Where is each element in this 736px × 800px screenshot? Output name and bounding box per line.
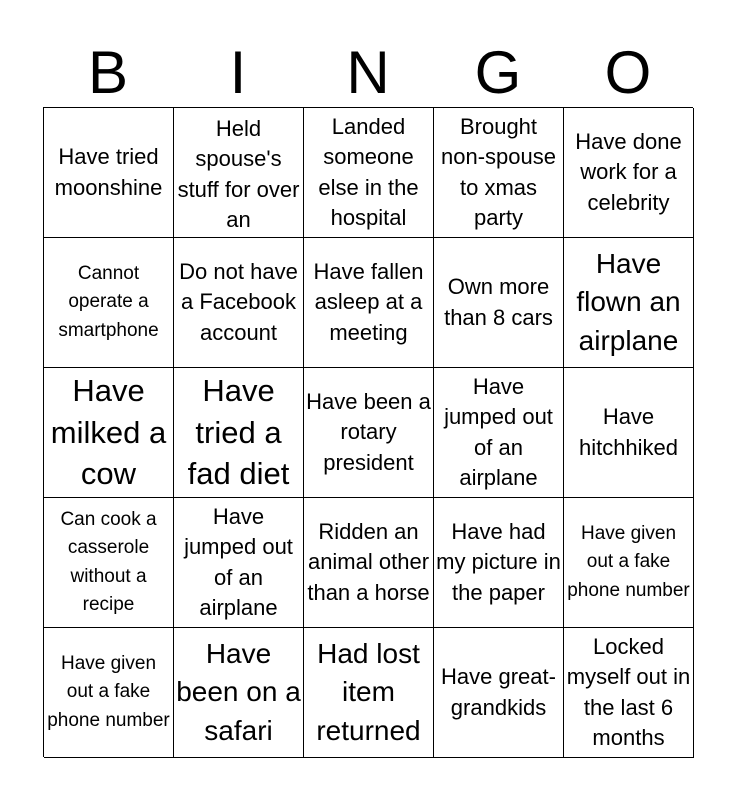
cell-text: Landed someone else in the hospital [318,113,419,230]
bingo-cell[interactable] [174,108,304,238]
cell-text: Locked myself out in the last 6 months [566,633,691,750]
cell-text: Brought non-spouse to xmas party [441,113,556,230]
cell-text: Have tried a fad diet [187,372,290,492]
cell-text: Have done work for a celebrity [575,128,682,215]
cell-text: Held spouse's stuff for over an [177,116,300,233]
bingo-cell[interactable] [564,108,694,238]
bingo-cell[interactable] [434,498,564,628]
cell-text: Have great-grandkids [441,664,556,720]
cell-text: Have milked a cow [50,372,167,492]
bingo-cell[interactable] [434,238,564,368]
bingo-cell[interactable] [44,628,174,758]
bingo-cell[interactable] [304,368,434,498]
bingo-cell[interactable] [44,368,174,498]
cell-text: Have jumped out of an airplane [444,373,553,490]
header-letter-o: O [604,39,652,106]
bingo-cell[interactable] [174,498,304,628]
bingo-cell[interactable] [174,368,304,498]
bingo-cell[interactable] [434,628,564,758]
bingo-cell[interactable] [174,628,304,758]
header-letter-n: N [346,39,390,106]
bingo-cell[interactable] [44,498,174,628]
bingo-cell[interactable] [304,498,434,628]
header-letter-i: I [229,39,247,106]
bingo-cell[interactable] [434,108,564,238]
cell-text: Have flown an airplane [576,247,681,356]
cell-text: Have been a rotary president [306,388,431,475]
header-letter-g: G [474,39,522,106]
bingo-cell[interactable] [434,368,564,498]
bingo-cell[interactable] [564,368,694,498]
cell-text: Had lost item returned [316,637,421,746]
cell-text: Have jumped out of an airplane [184,503,293,620]
cell-text: Cannot operate a smartphone [58,262,159,341]
bingo-board [43,107,693,757]
cell-text: Have hitchhiked [578,404,679,460]
cell-text: Have had my picture in the paper [436,518,561,605]
header-letter-b: B [87,39,129,106]
bingo-header [43,40,693,106]
bingo-cell[interactable] [564,628,694,758]
cell-text: Own more than 8 cars [444,274,553,330]
bingo-cell[interactable] [304,238,434,368]
bingo-cell[interactable] [564,498,694,628]
bingo-cell[interactable] [44,238,174,368]
bingo-cell[interactable] [564,238,694,368]
cell-text: Can cook a casserole without a recipe [60,508,157,615]
cell-text: Have tried moonshine [54,144,163,200]
cell-text: Ridden an animal other than a horse [307,518,430,605]
bingo-cell[interactable] [304,628,434,758]
cell-text: Have given out a fake phone number [567,522,690,601]
cell-text: Have fallen asleep at a meeting [313,258,424,345]
bingo-cell[interactable] [304,108,434,238]
cell-text: Do not have a Facebook account [179,258,298,345]
bingo-cell[interactable] [174,238,304,368]
cell-text: Have been on a safari [176,637,301,746]
bingo-cell[interactable] [44,108,174,238]
cell-text: Have given out a fake phone number [47,652,170,731]
